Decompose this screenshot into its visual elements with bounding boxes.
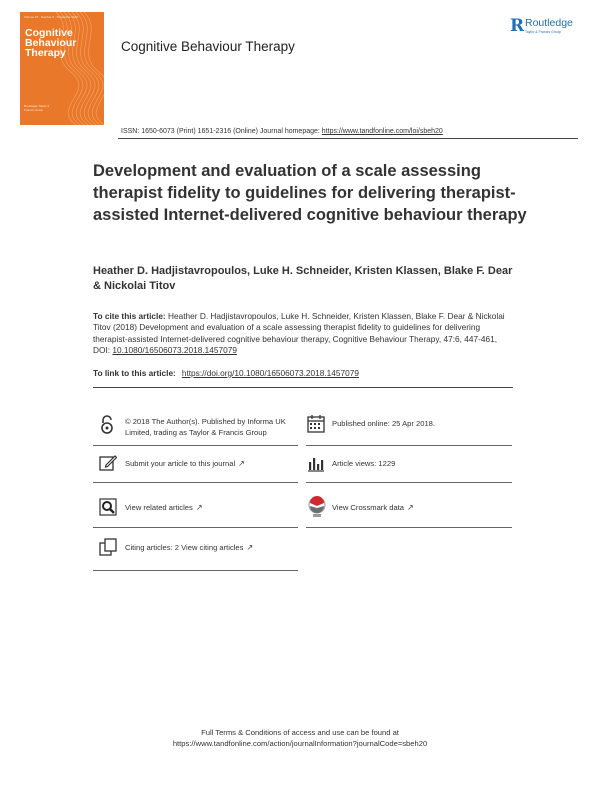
external-link-icon: ↗ [407, 503, 414, 512]
journal-title[interactable]: Cognitive Behaviour Therapy [121, 39, 295, 54]
issn-line [121, 128, 443, 135]
submit-article-label: Submit your article to this journal [125, 459, 236, 468]
journal-cover-thumbnail[interactable] [20, 12, 104, 125]
citation-block [93, 311, 513, 356]
published-date: Published online: 25 Apr 2018. [332, 419, 436, 428]
routledge-logo[interactable] [510, 14, 594, 40]
citation-doi-link[interactable]: 10.1080/16506073.2018.1457079 [112, 344, 237, 355]
divider [93, 570, 298, 571]
related-articles-link[interactable] [125, 503, 305, 514]
link-label: To link to this article: [93, 368, 176, 378]
calendar-icon [307, 415, 325, 433]
external-link-icon: ↗ [195, 503, 203, 512]
divider [118, 138, 578, 139]
article-title: Development and evaluation of a scale assessing therapist fidelity to guidelines for delivering therapist-assisted Internet-delivered cognitive behaviour therapy [93, 162, 527, 224]
citation-label: To cite this article: [93, 311, 166, 321]
article-link-line [93, 368, 359, 378]
footer [0, 727, 600, 749]
divider [306, 482, 512, 483]
cover-title: Cognitive Behaviour Therapy [25, 27, 77, 59]
article-authors: Heather D. Hadjistavropoulos, Luke H. Schneider, Kristen Klassen, Blake F. Dear & Nickolai Titov [93, 265, 513, 292]
divider [306, 445, 512, 446]
divider [306, 527, 512, 528]
open-access-icon [98, 415, 116, 433]
divider [93, 445, 298, 446]
article-doi-link[interactable]: https://doi.org/10.1080/16506073.2018.1457079 [181, 368, 359, 378]
logo-subtitle: Taylor & Francis Group [525, 30, 561, 34]
cover-issue-info: Volume 47 · Number 6 · November 2018 [24, 15, 79, 19]
external-link-icon: ↗ [238, 459, 245, 468]
citation-text: Heather D. Hadjistavropoulos, Luke H. Schneider, Kristen Klassen, Blake F. Dear & Nickolai Titov (2018) Development and evaluation of a scale assessing therapist fidelity to guidelines for delivering therapist-assisted Internet-delivered cognitive behaviour therapy, Cognitive Behaviour Therapy, 47:6, 447-461, DOI: [93, 311, 505, 355]
license-text: © 2018 The Author(s). Published by Informa UK Limited, trading as Taylor & Francis Group [125, 417, 286, 437]
footer-terms-text: Full Terms & Conditions of access and use can be found at [201, 728, 399, 737]
related-articles-icon [99, 498, 117, 516]
routledge-r-icon: R [510, 16, 525, 36]
citing-articles-link[interactable] [125, 543, 305, 554]
citing-articles-icon [99, 538, 117, 556]
footer-terms-link[interactable]: https://www.tandfonline.com/action/journalInformation?journalCode=sbeh20 [172, 739, 428, 748]
external-link-icon: ↗ [246, 543, 254, 552]
divider [93, 482, 298, 483]
cover-publisher: Routledge Taylor & Francis Group [24, 104, 50, 112]
issn-text: ISSN: 1650-6073 (Print) 1651-2316 (Online) Journal homepage: [121, 128, 322, 135]
citing-articles-label: Citing articles: 2 View citing articles [125, 543, 244, 552]
divider [93, 387, 513, 388]
logo-name: Routledge [525, 17, 573, 29]
journal-homepage-link[interactable]: https://www.tandfonline.com/loi/sbeh20 [321, 128, 443, 135]
crossmark-icon [307, 496, 327, 518]
divider [93, 527, 298, 528]
article-views: Article views: 1229 [332, 459, 396, 468]
edit-icon [99, 454, 117, 472]
crossmark-label: View Crossmark data [332, 503, 405, 512]
related-articles-label: View related articles [125, 503, 193, 512]
bar-chart-icon [307, 454, 325, 472]
submit-article-link[interactable] [125, 459, 305, 470]
crossmark-link[interactable] [332, 503, 502, 514]
